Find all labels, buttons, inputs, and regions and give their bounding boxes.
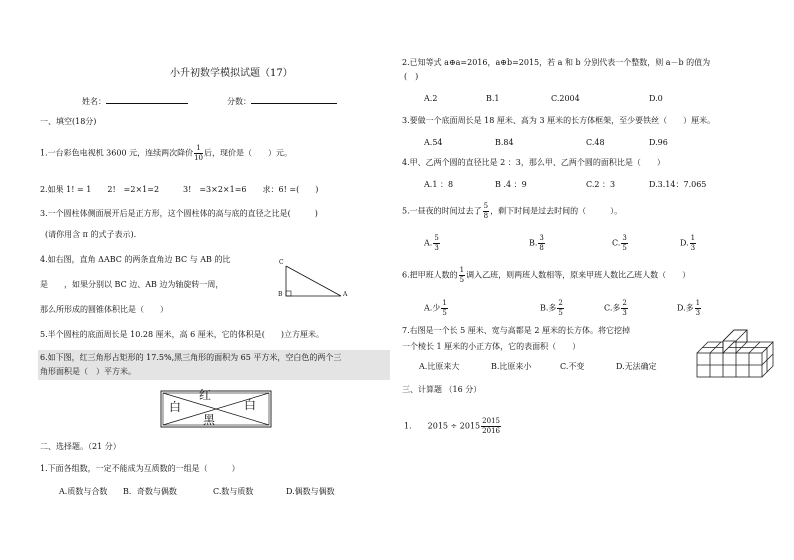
choice-q1: 1.下面各组数，一定不能成为互质数的一组是（ ） [40,464,240,473]
choice-q5-option-b[interactable]: B. $\frac{3}{8}$ [529,234,544,252]
choice-q2-line2: ( ) [404,72,419,81]
choice-q5-option-c[interactable]: C. $\frac{3}{5}$ [612,234,627,252]
choice-q1-option-b[interactable]: B．奇数与偶数 [123,487,177,496]
choice-q6-option-a[interactable]: A.少 $\frac{1}{5}$ [424,299,447,317]
fraction: $\frac{2015}{2016}$ [482,417,500,435]
choice-q1-option-d[interactable]: D.偶数与偶数 [286,487,335,496]
fill-q4-line3: 那么所形成的圆锥体积比是（ ） [40,305,168,314]
choice-q4-option-d[interactable]: D.3.14：7.065 [649,180,707,189]
name-label: 姓名： [82,96,188,106]
choice-q3-option-a[interactable]: A.54 [424,138,443,147]
choice-q3-option-b[interactable]: B.84 [495,138,514,147]
choice-q6: 6.把甲班人数的 $\frac{1}{5}$ 调入乙班，则两班人数相等，原来甲班人数比乙班人数（ ） [402,266,691,284]
choice-q7-line1: 7.右图是一个长 5 厘米、宽与高都是 2 厘米的长方体。将它挖掉 [402,326,630,335]
fill-q3-line2: (请你用含 π 的式子表示). [45,230,137,239]
fraction: $\frac{1}{10}$ [194,144,203,162]
choice-q2-option-c[interactable]: C.2004 [551,94,580,103]
choice-q7-option-b[interactable]: B.比原来小 [491,362,532,371]
choice-q2-option-a[interactable]: A.2 [424,94,438,103]
page-title: 小升初数学模拟试题（17） [170,68,293,79]
section1-heading: 一、填空(18分) [40,117,97,126]
score-label: 分数： [227,96,337,106]
choice-q4-option-c[interactable]: C.2 ：3 [586,180,616,189]
black-triangle-label: 黑 [203,413,216,427]
fill-q6-line2: 角形面积是（ ）平方米。 [40,367,136,376]
choice-q1-option-a[interactable]: A.质数与合数 [59,487,108,496]
fill-q3-line1: 3.一个圆柱体侧面展开后是正方形，这个圆柱体的高与底的直径之比是( ) [40,209,318,218]
vertex-b-label: B [278,291,283,298]
choice-q4-option-b[interactable]: B .4 ：9 [495,180,527,189]
choice-q1-option-c[interactable]: C.数与质数 [213,487,254,496]
choice-q6-option-b[interactable]: B.多 $\frac{2}{5}$ [540,299,563,317]
choice-q4: 4.甲、乙两个圆的直径比是 2 ：3，那么甲、乙两个圆的面积比是（ ） [402,158,665,167]
choice-q5-option-a[interactable]: A. $\frac{5}{3}$ [424,234,439,252]
red-triangle-label: 红 [199,388,212,402]
vertex-c-label: C [279,259,284,266]
fill-q2: 2.如果 1! = 1 2! =2×1=2 3! =3×2×1=6 求：6! =( ) [40,185,319,194]
fill-q6-line1: 6.如下图，红三角形占矩形的 17.5%,黑三角形的面积为 65 平方米，空白色的两个三 [40,353,342,362]
section2-heading: 二、选择题。（21 分） [40,442,121,451]
choice-q2-option-b[interactable]: B.1 [486,94,500,103]
choice-q3-option-d[interactable]: D.96 [649,138,668,147]
choice-q3: 3.要做一个底面周长是 18 厘米、高为 3 厘米的长方体框架，至少要铁丝（ ）厘米。 [402,116,716,125]
fill-q1: 1.一台彩色电视机 3600 元，连续两次降价 $\frac{1}{10}$ 后，现价是（ ）元。 [40,144,292,162]
choice-q5-option-d[interactable]: D. $\frac{1}{3}$ [680,234,696,252]
white-right-label: 白 [244,398,257,412]
section3-heading: 三、计算题 （16 分） [402,385,482,394]
choice-q5: 5.一昼夜的时间过去了 $\frac{5}{8}$ ，剩下时间是过去时间的（ ）。 [402,202,623,220]
choice-q4-option-a[interactable]: A.1 ：8 [424,180,454,189]
choice-q2-line1: 2.已知等式 a⊕a=2016，a⊕b=2015，若 a 和 b 分别代表一个整数，则 a－b 的值为 [402,58,711,67]
choice-q7-option-d[interactable]: D.无法确定 [616,362,657,371]
fraction: $\frac{5}{8}$ [483,202,489,220]
white-left-label: 白 [169,400,182,414]
choice-q6-option-d[interactable]: D.多 $\frac{1}{3}$ [677,299,701,317]
choice-q7-option-a[interactable]: A.比原来大 [419,362,460,371]
fill-q4-line1: 4.如右图，直角 ΔABC 的两条直角边 BC 与 AB 的比 [40,255,231,264]
fraction: $\frac{1}{5}$ [459,266,465,284]
choice-q3-option-c[interactable]: C.48 [586,138,605,147]
fill-q4-line2: 是 ，如果分别以 BC 边、AB 边为轴旋转一周， [40,280,224,289]
choice-q7-line2: 一个棱长 1 厘米的小正方体，它的表面积（ ） [402,342,581,351]
vertex-a-label: A [343,291,348,298]
choice-q7-option-c[interactable]: C.不变 [560,362,585,371]
choice-q6-option-c[interactable]: C.多 $\frac{2}{3}$ [604,299,627,317]
choice-q2-option-d[interactable]: D.0 [649,94,663,103]
fill-q5: 5.半个圆柱的底面周长是 10.28 厘米，高 6 厘米，它的体积是( )立方厘米。 [40,330,325,339]
calc-q1: 1. 2015 ÷ 2015 $\frac{2015}{2016}$ [404,417,500,435]
